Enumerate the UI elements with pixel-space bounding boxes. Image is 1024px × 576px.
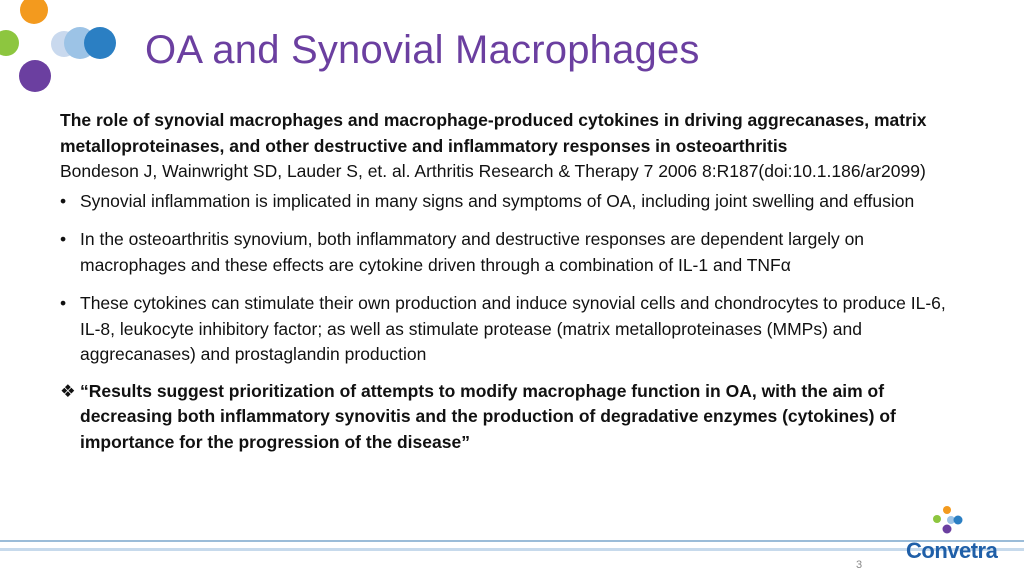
bullet-text: In the osteoarthritis synovium, both inflammatory and destructive responses are dependent largely on macrophages and these effects are cytokine driven through a combination of IL-1 and TNFα xyxy=(80,229,865,275)
footer-divider xyxy=(0,540,1024,542)
bullet-list xyxy=(60,189,960,368)
bullet-icon: • xyxy=(60,190,67,211)
diamond-bullet-icon: ❖ xyxy=(60,380,76,401)
slide-content xyxy=(60,108,960,455)
brand-logo-text: Convetra xyxy=(906,538,998,563)
reference-title: The role of synovial macrophages and macrophage-produced cytokines in driving aggrecanases, matrix metalloproteinases, and other destructive and inflammatory responses in osteoarthritis xyxy=(60,110,927,156)
reference-citation: Bondeson J, Wainwright SD, Lauder S, et. al. Arthritis Research & Therapy 7 2006 8:R187(doi:10.1.186/ar2099) xyxy=(60,161,926,181)
quote-block xyxy=(60,379,960,456)
list-item xyxy=(60,227,960,278)
bullet-icon: • xyxy=(60,229,67,249)
page-title: OA and Synovial Macrophages xyxy=(145,28,700,72)
bullet-icon: • xyxy=(60,293,67,313)
list-item xyxy=(60,291,960,368)
bullet-text: Synovial inflammation is implicated in many signs and symptoms of OA, including joint swelling and effusion xyxy=(80,190,915,211)
bullet-text: These cytokines can stimulate their own production and induce synovial cells and chondrocytes to produce IL-6, IL-8, leukocyte inhibitory factor; as well as stimulate protease (matrix metalloproteinases (MMPs) and aggrecanases) and prostaglandin production xyxy=(80,293,946,364)
list-item xyxy=(60,189,960,215)
page-number: 3 xyxy=(856,559,863,571)
quote-text: “Results suggest prioritization of attempts to modify macrophage function in OA, with the aim of decreasing both inflammatory synovitis and the production of degradative enzymes (cytokines) of importance for the progression of the disease” xyxy=(80,380,896,452)
decorative-dots-logo xyxy=(0,0,130,100)
footer-divider-secondary xyxy=(0,548,1024,551)
